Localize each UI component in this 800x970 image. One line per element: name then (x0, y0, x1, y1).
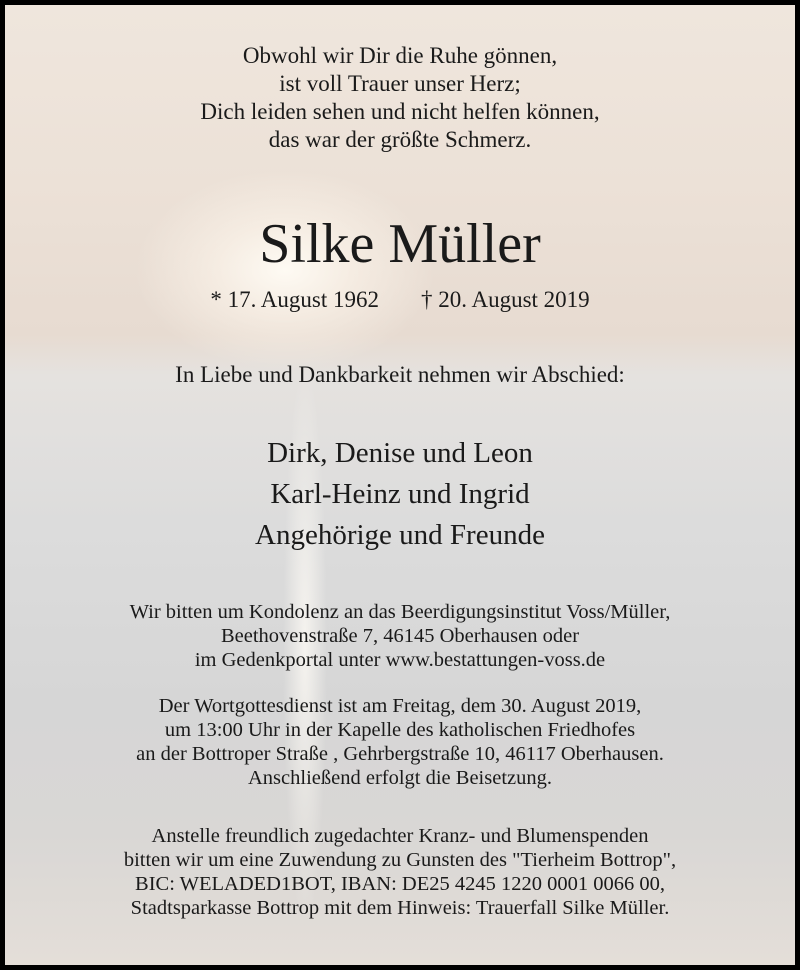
poem-line: Obwohl wir Dir die Ruhe gönnen, (242, 43, 558, 68)
service-notice (5, 694, 795, 790)
mourners-list (5, 433, 795, 556)
mourner-line: Karl-Heinz und Ingrid (270, 478, 530, 510)
service-line: an der Bottroper Straße , Gehrbergstraße 10, 46117 Oberhausen. (136, 743, 664, 765)
poem (5, 42, 795, 154)
death-date: † 20. August 2019 (421, 287, 590, 312)
donation-line: Anstelle freundlich zugedachter Kranz- und Blumenspenden (151, 825, 649, 847)
condolence-line: im Gedenkportal unter www.bestattungen-voss.de (194, 649, 606, 671)
donation-notice (5, 824, 795, 920)
condolence-notice (5, 600, 795, 672)
condolence-line: Wir bitten um Kondolenz an das Beerdigungsinstitut Voss/Müller, (129, 601, 671, 623)
donation-line: BIC: WELADED1BOT, IBAN: DE25 4245 1220 0001 0066 00, (135, 873, 665, 895)
service-line: um 13:00 Uhr in der Kapelle des katholischen Friedhofes (164, 719, 636, 741)
poem-line: Dich leiden sehen und nicht helfen können, (200, 99, 600, 124)
poem-line: das war der größte Schmerz. (268, 127, 532, 152)
donation-line: bitten wir um eine Zuwendung zu Gunsten des "Tierheim Bottrop", (123, 849, 677, 871)
life-dates (5, 285, 795, 315)
deceased-name: Silke Müller (259, 213, 541, 275)
poem-line: ist voll Trauer unser Herz; (279, 71, 521, 96)
birth-date: * 17. August 1962 (210, 287, 379, 312)
service-line: Der Wortgottesdienst ist am Freitag, dem 30. August 2019, (158, 695, 642, 717)
mourner-line: Dirk, Denise und Leon (267, 437, 533, 469)
mourner-line: Angehörige und Freunde (255, 519, 545, 551)
farewell-intro: In Liebe und Dankbarkeit nehmen wir Abschied: (175, 362, 625, 387)
condolence-line: Beethovenstraße 7, 46145 Oberhausen oder (220, 625, 580, 647)
service-line: Anschließend erfolgt die Beisetzung. (248, 767, 552, 789)
donation-line: Stadtsparkasse Bottrop mit dem Hinweis: Trauerfall Silke Müller. (130, 897, 670, 919)
